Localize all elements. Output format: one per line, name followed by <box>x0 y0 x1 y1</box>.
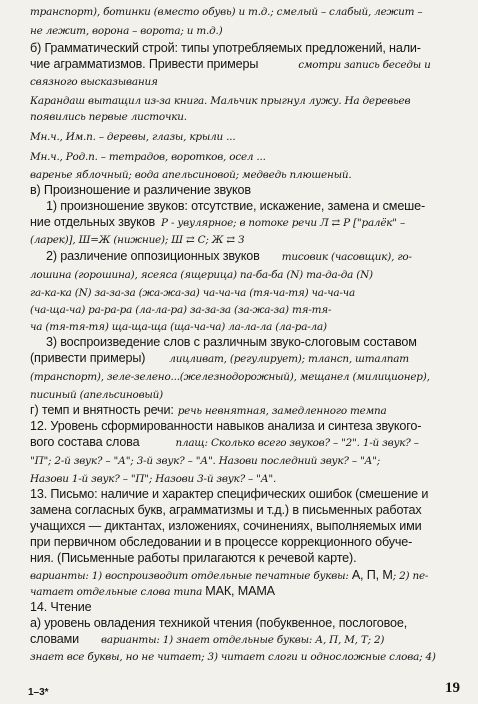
text-line <box>30 182 474 198</box>
text-line <box>30 615 474 631</box>
text-line <box>30 452 474 469</box>
printed-text: МАК, МАМА <box>205 584 275 598</box>
handwritten-note: варенье яблочный; вода апельсиновой; медведь плюшеный. <box>30 169 352 181</box>
handwritten-note: тисовик (часовщик), го- <box>281 251 412 263</box>
handwritten-note: лошина (горошина), ясеяса (ящерица) па-ба-ба (N) та-да-да (N) <box>30 269 373 281</box>
text-line <box>30 631 474 648</box>
text-line <box>30 567 474 584</box>
handwritten-note: лицливат, (регулирует); тлансп, шталпат <box>169 353 409 365</box>
text-line <box>30 3 474 20</box>
text-line <box>46 334 474 350</box>
printed-text: б) Грамматический строй: типы употребляемых предложений, нали- <box>30 41 421 55</box>
text-line <box>30 550 474 566</box>
text-line <box>30 166 474 183</box>
text-line <box>30 518 474 534</box>
printed-text: при первичном обследовании и в процессе коррекционного обуче- <box>30 535 413 549</box>
printed-text: 3) воспроизведение слов с различным звуко-слоговым составом <box>46 335 417 349</box>
handwritten-note: транспорт), ботинки (вместо обувь) и т.д.; смелый – слабый, лежит – <box>30 6 423 18</box>
text-line <box>30 486 474 502</box>
text-line <box>30 301 474 318</box>
text-line <box>30 40 474 56</box>
printed-text: в) Произношение и различение звуков <box>30 183 251 197</box>
text-line <box>30 402 474 419</box>
text-line <box>30 434 474 451</box>
text-line <box>30 470 474 487</box>
text-line <box>30 599 474 615</box>
handwritten-note: га-ка-ка (N) за-за-за (жа-жа-за) ча-ча-ча (тя-ча-тя) ча-ча-ча <box>30 287 355 299</box>
printed-text: словами <box>30 632 79 646</box>
printed-text: чие аграмматизмов. Привести примеры <box>30 57 259 71</box>
text-line <box>46 198 474 214</box>
handwritten-note: не лежит, ворона – ворота; и т.д.) <box>30 25 223 37</box>
page-number: 19 <box>445 680 460 696</box>
printed-text: а) уровень овладения техникой чтения (побуквенное, послоговое, <box>30 616 408 630</box>
text-line <box>30 583 474 600</box>
handwritten-note: (ларек)], Ш=Ж (нижние); Ш ⇄ С; Ж ⇄ З <box>30 234 245 246</box>
handwritten-note: ча (тя-тя-тя) ща-ща-ща (ща-ча-ча) ла-ла-ла (ла-ра-ла) <box>30 321 327 333</box>
text-line <box>30 214 474 231</box>
handwritten-note: появились первые листочки. <box>30 111 187 123</box>
text-line <box>30 386 474 403</box>
printed-text: учащихся — диктантах, изложениях, сочинениях, выполняемых ими <box>30 519 422 533</box>
text-line <box>30 148 474 165</box>
handwritten-note: Р - увулярное; в потоке речи Л ⇄ Р ["ралёк" – <box>161 217 405 229</box>
text-line <box>30 73 474 90</box>
text-line <box>30 350 474 367</box>
handwritten-note: смотри запись беседы и <box>298 59 431 71</box>
text-line <box>30 92 474 109</box>
printed-text: ние отдельных звуков <box>30 215 156 229</box>
text-line <box>30 368 474 385</box>
printed-text: 13. Письмо: наличие и характер специфических ошибок (смешение и <box>30 487 429 501</box>
handwritten-note: связного высказывания <box>30 76 158 88</box>
handwritten-note: варианты: 1) знает отдельные буквы: А, П, М, Т; 2) <box>101 634 385 646</box>
text-line <box>30 648 474 665</box>
printed-text: вого состава слова <box>30 435 140 449</box>
handwritten-note: Мн.ч., Род.п. – тетрадов, воротков, осел ... <box>30 151 266 163</box>
printed-text: ния. (Письменные работы прилагаются к речевой карте). <box>30 551 357 565</box>
handwritten-note: речь невнятная, замедленного темпа <box>177 405 387 417</box>
handwritten-note: чатает отдельные слова типа <box>30 586 206 598</box>
printed-text: 2) различение оппозиционных звуков <box>46 249 260 263</box>
handwritten-note: Мн.ч., Им.п. – деревы, глазы, крыли ... <box>30 131 236 143</box>
text-line <box>30 56 474 73</box>
handwritten-note: Карандаш вытащил из-за книга. Мальчик прыгнул лужу. На деревьев <box>30 95 411 107</box>
text-line <box>30 418 474 434</box>
text-line <box>30 318 474 335</box>
handwritten-note: (транспорт), зеле-зелено...(железнодорожный), мещанел (милиционер), <box>30 371 430 383</box>
text-line <box>30 284 474 301</box>
handwritten-note: варианты: 1) воспроизводит отдельные печатные буквы: <box>30 570 352 582</box>
handwritten-note: писиный (апельсиновый) <box>30 389 164 401</box>
text-line <box>30 266 474 283</box>
printed-text: г) темп и внятность речи: <box>30 403 174 417</box>
printed-text: замена согласных букв, аграмматизмы и т.д.) в письменных работах <box>30 503 422 517</box>
text-line <box>30 502 474 518</box>
signature-mark: 1–3* <box>28 687 49 698</box>
handwritten-note: ; 2) пе- <box>392 570 429 582</box>
text-line <box>30 108 474 125</box>
text-line <box>30 128 474 145</box>
printed-text: (привести примеры) <box>30 351 146 365</box>
printed-text: 12. Уровень сформированности навыков анализа и синтеза звукого- <box>30 419 422 433</box>
printed-text: 14. Чтение <box>30 600 92 614</box>
handwritten-note: "П"; 2-й звук? – "А"; 3-й звук? – "А". Назови последний звук? – "А"; <box>30 455 381 467</box>
handwritten-note: знает все буквы, но не читает; 3) читает слоги и односложные слова; 4) <box>30 651 436 663</box>
printed-text: 1) произношение звуков: отсутствие, искажение, замена и смеше- <box>46 199 426 213</box>
text-line <box>46 248 474 265</box>
text-line <box>30 534 474 550</box>
printed-text: А, П, М <box>351 568 393 582</box>
text-line <box>30 22 474 39</box>
handwritten-note: (ча-ща-ча) ра-ра-ра (ла-ла-ра) за-за-за (за-жа-за) тя-тя- <box>30 304 332 316</box>
handwritten-note: плащ: Сколько всего звуков? – "2". 1-й звук? – <box>175 437 419 449</box>
handwritten-note: Назови 1-й звук? – "П"; Назови 3-й звук? – "А". <box>30 473 277 485</box>
text-line <box>30 231 474 248</box>
